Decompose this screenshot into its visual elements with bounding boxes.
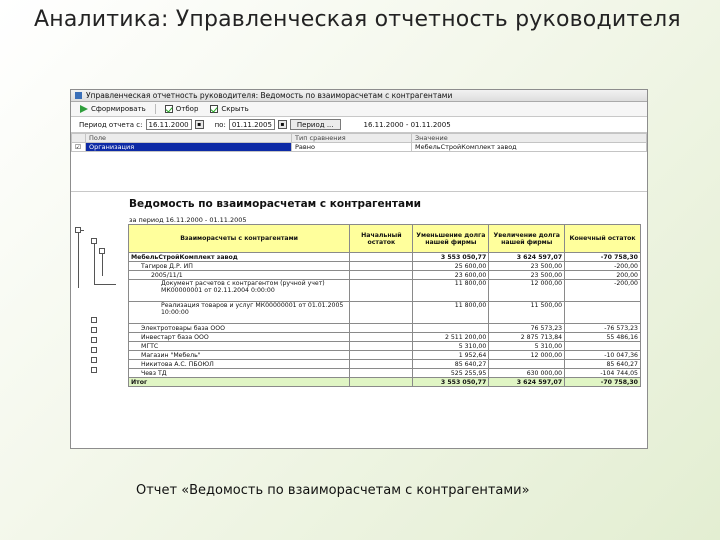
row-end-balance-cell: -70 758,30 [565, 378, 641, 387]
filter-header-comparison: Тип сравнения [292, 134, 412, 143]
period-row [71, 117, 647, 133]
filter-table [71, 133, 647, 152]
report-period: за период 16.11.2000 - 01.11.2005 [129, 216, 247, 224]
calendar-icon[interactable]: ▪ [278, 120, 287, 129]
report-row[interactable] [129, 333, 641, 342]
row-increase-cell: 630 000,00 [489, 369, 565, 378]
report-row[interactable] [129, 253, 641, 262]
report-row[interactable] [129, 271, 641, 280]
row-end-balance-cell: -200,00 [565, 280, 641, 302]
col-header-increase: Увеличение долга нашей фирмы [489, 225, 565, 253]
report-row[interactable] [129, 302, 641, 324]
row-decrease-cell: 25 600,00 [413, 262, 489, 271]
row-name-cell: Никитова А.С. ПБОЮЛ [129, 360, 350, 369]
row-end-balance-cell [565, 302, 641, 324]
row-end-balance-cell: 200,00 [565, 271, 641, 280]
row-name-cell: Итог [129, 378, 350, 387]
row-decrease-cell: 2 511 200,00 [413, 333, 489, 342]
filter-spacer [71, 152, 647, 192]
app-window [70, 89, 648, 449]
report-body [129, 253, 641, 387]
hide-button[interactable] [207, 104, 251, 114]
period-from-value: 16.11.2000 [148, 120, 189, 129]
row-name-cell: МебельСтройКомплект завод [129, 253, 350, 262]
row-increase-cell: 3 624 597,07 [489, 378, 565, 387]
row-decrease-cell: 5 310,00 [413, 342, 489, 351]
row-end-balance-cell: -200,00 [565, 262, 641, 271]
col-header-start-balance: Начальный остаток [350, 225, 413, 253]
row-increase-cell: 76 573,23 [489, 324, 565, 333]
row-start-balance-cell [350, 351, 413, 360]
row-start-balance-cell [350, 369, 413, 378]
row-increase-cell: 5 310,00 [489, 342, 565, 351]
play-icon [80, 105, 88, 113]
tree-collapse-icon[interactable] [75, 227, 81, 233]
row-start-balance-cell [350, 271, 413, 280]
row-end-balance-cell: -76 573,23 [565, 324, 641, 333]
row-increase-cell: 12 000,00 [489, 280, 565, 302]
report-row[interactable] [129, 351, 641, 360]
tree-collapse-icon[interactable] [91, 317, 97, 323]
row-name-cell: Инвестарт база ООО [129, 333, 350, 342]
checkbox-icon [210, 105, 218, 113]
report-row[interactable] [129, 262, 641, 271]
row-end-balance-cell: -10 047,36 [565, 351, 641, 360]
row-end-balance-cell: 55 486,16 [565, 333, 641, 342]
filter-row-checkbox[interactable]: ☑ [72, 143, 86, 152]
col-header-counterparty: Взаиморасчеты с контрагентами [129, 225, 350, 253]
row-name-cell: Электротовары база ООО [129, 324, 350, 333]
row-decrease-cell: 23 600,00 [413, 271, 489, 280]
tree-collapse-icon[interactable] [91, 357, 97, 363]
report-area [71, 192, 647, 422]
window-titlebar [71, 90, 647, 102]
period-to-label: по: [214, 120, 226, 129]
filter-button[interactable] [162, 104, 202, 114]
row-end-balance-cell [565, 342, 641, 351]
hide-label: Скрыть [221, 105, 249, 113]
row-name-cell: Документ расчетов с контрагентом (ручной учет) МК00000001 от 02.11.2004 0:00:00 [129, 280, 350, 302]
report-header-row [129, 225, 641, 253]
row-decrease-cell: 3 553 050,77 [413, 378, 489, 387]
row-start-balance-cell [350, 333, 413, 342]
row-decrease-cell: 11 800,00 [413, 280, 489, 302]
report-row[interactable] [129, 369, 641, 378]
report-row[interactable] [129, 342, 641, 351]
report-table [128, 224, 641, 387]
col-header-decrease: Уменьшение долга нашей фирмы [413, 225, 489, 253]
row-start-balance-cell [350, 262, 413, 271]
grouping-tree [75, 192, 120, 422]
window-title: Управленческая отчетность руководителя: Ведомость по взаиморасчетам с контрагентами [86, 91, 453, 100]
filter-label: Отбор [175, 105, 199, 113]
row-increase-cell: 23 500,00 [489, 262, 565, 271]
row-start-balance-cell [350, 342, 413, 351]
row-decrease-cell: 11 800,00 [413, 302, 489, 324]
filter-row-field[interactable]: Организация [86, 143, 292, 152]
slide-title: Аналитика: Управленческая отчетность руководителя [34, 7, 681, 32]
col-header-end-balance: Конечный остаток [565, 225, 641, 253]
checkbox-icon [165, 105, 173, 113]
toolbar [71, 102, 647, 117]
row-name-cell: Чевз ТД [129, 369, 350, 378]
tree-collapse-icon[interactable] [91, 327, 97, 333]
row-start-balance-cell [350, 302, 413, 324]
row-decrease-cell [413, 324, 489, 333]
filter-header-field: Поле [86, 134, 292, 143]
filter-check-header [72, 134, 86, 143]
row-name-cell: Реализация товаров и услуг МК00000001 от 01.01.2005 10:00:00 [129, 302, 350, 324]
period-to-value: 01.11.2005 [231, 120, 272, 129]
row-end-balance-cell: 85 640,27 [565, 360, 641, 369]
period-display: 16.11.2000 - 01.11.2005 [363, 120, 451, 129]
calendar-icon[interactable]: ▪ [195, 120, 204, 129]
filter-header-value: Значение [412, 134, 647, 143]
row-start-balance-cell [350, 324, 413, 333]
period-button[interactable]: Период ... [290, 119, 341, 130]
row-increase-cell: 23 500,00 [489, 271, 565, 280]
generate-label: Сформировать [91, 105, 146, 113]
row-name-cell: Магазин "Мебель" [129, 351, 350, 360]
filter-row[interactable] [72, 143, 647, 152]
row-increase-cell [489, 360, 565, 369]
tree-collapse-icon[interactable] [91, 367, 97, 373]
app-icon [75, 92, 82, 99]
report-row[interactable] [129, 324, 641, 333]
row-increase-cell: 3 624 597,07 [489, 253, 565, 262]
tree-collapse-icon[interactable] [91, 347, 97, 353]
row-start-balance-cell [350, 280, 413, 302]
row-increase-cell: 12 000,00 [489, 351, 565, 360]
filter-row-value[interactable]: МебельСтройКомплект завод [412, 143, 647, 152]
period-from-label: Период отчета с: [79, 120, 143, 129]
period-from-field[interactable] [146, 119, 192, 130]
row-increase-cell: 11 500,00 [489, 302, 565, 324]
row-name-cell: МГТС [129, 342, 350, 351]
row-start-balance-cell [350, 360, 413, 369]
slide-caption: Отчет «Ведомость по взаиморасчетам с контрагентами» [136, 483, 530, 498]
row-decrease-cell: 85 640,27 [413, 360, 489, 369]
row-name-cell: 2005/11/1 [129, 271, 350, 280]
toolbar-divider [155, 104, 156, 114]
row-start-balance-cell [350, 253, 413, 262]
tree-collapse-icon[interactable] [91, 337, 97, 343]
generate-button[interactable] [77, 104, 149, 114]
filter-header-row [72, 134, 647, 143]
row-decrease-cell: 3 553 050,77 [413, 253, 489, 262]
row-start-balance-cell [350, 378, 413, 387]
report-title: Ведомость по взаиморасчетам с контрагентами [129, 198, 422, 210]
report-row[interactable] [129, 280, 641, 302]
row-end-balance-cell: -70 758,30 [565, 253, 641, 262]
row-decrease-cell: 1 952,64 [413, 351, 489, 360]
report-total-row[interactable] [129, 378, 641, 387]
report-row[interactable] [129, 360, 641, 369]
row-decrease-cell: 525 255,95 [413, 369, 489, 378]
period-to-field[interactable] [229, 119, 275, 130]
row-end-balance-cell: -104 744,05 [565, 369, 641, 378]
filter-row-comparison[interactable]: Равно [292, 143, 412, 152]
row-name-cell: Тагиров Д.Р. ИП [129, 262, 350, 271]
row-increase-cell: 2 875 713,84 [489, 333, 565, 342]
